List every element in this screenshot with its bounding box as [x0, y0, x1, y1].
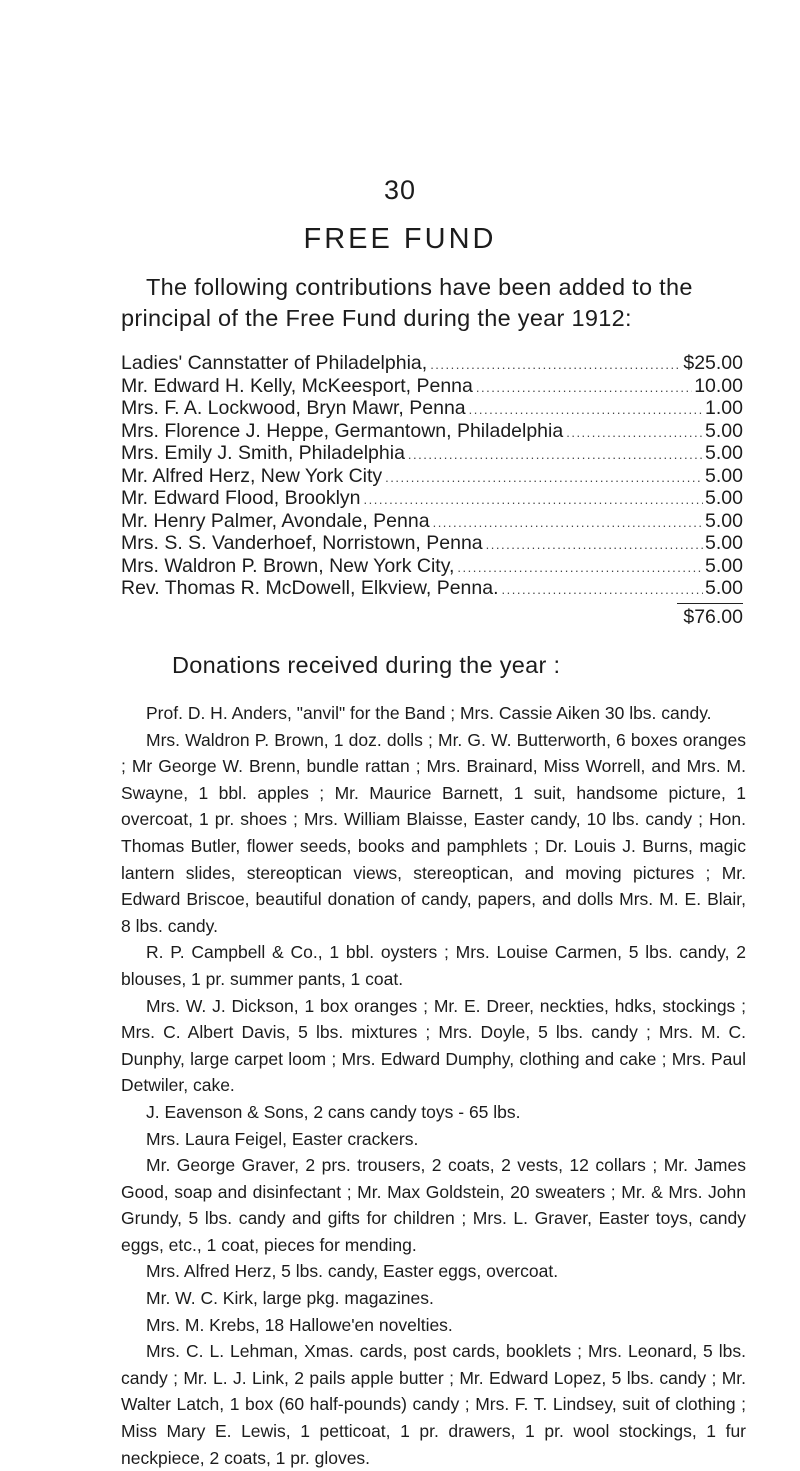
- dot-leader: [364, 492, 704, 507]
- contribution-row: [121, 375, 743, 398]
- dot-leader: [430, 357, 681, 372]
- page-title: FREE FUND: [303, 223, 497, 255]
- contribution-row: [121, 555, 743, 578]
- donation-paragraph: Prof. D. H. Anders, "anvil" for the Band ; Mrs. Cassie Aiken 30 lbs. candy.: [146, 703, 712, 723]
- contributions-total: $76.00: [683, 606, 743, 628]
- contributor-name: Mrs. F. A. Lockwood, Bryn Mawr, Penna: [121, 397, 466, 419]
- donations-list: [121, 700, 746, 1471]
- contribution-amount: $25.00: [683, 352, 743, 374]
- intro-paragraph: The following contributions have been added to the principal of the Free Fund during the year 1912:: [121, 274, 693, 331]
- donation-paragraph: Mrs. W. J. Dickson, 1 box oranges ; Mr. E. Dreer, neckties, hdks, stockings ; Mrs. C. Albert Davis, 5 lbs. mixtures ; Mrs. Doyle, 5 lbs. candy ; Mrs. M. C. Dunphy, large carpet loom ; Mrs. Edward Dumphy, clothing and cake ; Mrs. Paul Detwiler, cake.: [121, 995, 746, 1096]
- contribution-amount: 5.00: [705, 464, 743, 487]
- contribution-amount: 10.00: [694, 374, 743, 397]
- dot-leader: [385, 470, 703, 485]
- dot-leader: [469, 402, 703, 417]
- page-number: 30: [383, 175, 417, 205]
- contributor-name: Mr. Edward Flood, Brooklyn: [121, 487, 361, 509]
- donation-paragraph: Mr. W. C. Kirk, large pkg. magazines.: [146, 1288, 434, 1309]
- contribution-amount: 5.00: [705, 419, 743, 442]
- contribution-row: [121, 487, 743, 510]
- donation-paragraph: Mrs. Alfred Herz, 5 lbs. candy, Easter eggs, overcoat.: [146, 1261, 559, 1282]
- contribution-row: [121, 420, 743, 443]
- contributor-name: Mrs. S. S. Vanderhoef, Norristown, Penna: [121, 532, 483, 554]
- donation-paragraph: Mr. George Graver, 2 prs. trousers, 2 coats, 2 vests, 12 collars ; Mr. James Good, soap and disinfectant ; Mr. Max Goldstein, 20 sweaters ; Mr. & Mrs. John Grundy, 5 lbs. candy and gifts for children ; Mrs. L. Graver, Easter toys, candy eggs, etc., 1 coat, pieces for mending.: [121, 1155, 746, 1255]
- donation-paragraph: J. Eavenson & Sons, 2 cans candy toys - 65 lbs.: [146, 1101, 521, 1122]
- total-rule: [677, 603, 743, 604]
- contribution-row: [121, 510, 743, 533]
- dot-leader: [433, 515, 703, 530]
- donation-paragraph: R. P. Campbell & Co., 1 bbl. oysters ; Mrs. Louise Carmen, 5 lbs. candy, 2 blouses, 1 pr. summer pants, 1 coat.: [121, 942, 746, 989]
- donation-paragraph: Mrs. M. Krebs, 18 Hallowe'en novelties.: [146, 1314, 453, 1335]
- contribution-amount: 5.00: [705, 532, 743, 554]
- contribution-amount: 1.00: [705, 397, 743, 419]
- dot-leader: [457, 560, 703, 575]
- contributor-name: Rev. Thomas R. McDowell, Elkview, Penna.: [121, 577, 499, 599]
- contributor-name: Mrs. Emily J. Smith, Philadelphia: [121, 442, 405, 464]
- contributor-name: Ladies' Cannstatter of Philadelphia,: [121, 352, 428, 374]
- dot-leader: [408, 447, 703, 462]
- contribution-amount: 5.00: [705, 577, 743, 599]
- contributor-name: Mr. Henry Palmer, Avondale, Penna: [121, 509, 430, 532]
- contribution-amount: 5.00: [705, 442, 743, 464]
- donation-paragraph: Mrs. Waldron P. Brown, 1 doz. dolls ; Mr. G. W. Butterworth, 6 boxes oranges ; Mr George W. Brenn, bundle rattan ; Mrs. Brainard, Miss Worrell, and Mrs. M. Swayne, 1 bbl. apples ; Mr. Maurice Barnett, 1 suit, handsome picture, 1 overcoat, 1 pr. shoes ; Mrs. William Blaisse, Easter candy, 10 lbs. candy ; Hon. Thomas Butler, flower seeds, books and pamphlets ; Dr. Louis J. Burns, magic lantern slides, stereoptican views, stereoptican, and moving pictures ; Mr. Edward Briscoe, beautiful donation of candy, papers, and dolls Mrs. M. E. Blair, 8 lbs. candy.: [121, 729, 746, 936]
- dot-leader: [486, 537, 703, 552]
- donation-paragraph: Mrs. C. L. Lehman, Xmas. cards, post cards, booklets ; Mrs. Leonard, 5 lbs. candy ; Mr. L. J. Link, 2 pails apple butter ; Mr. Edward Lopez, 5 lbs. candy ; Mr. Walter Latch, 1 box (60 half-pounds) candy ; Mrs. F. T. Lindsey, suit of clothing ; Miss Mary E. Lewis, 1 petticoat, 1 pr. drawers, 1 pr. wool stockings, 1 fur neckpiece, 2 coats, 1 pr. gloves.: [121, 1341, 746, 1468]
- contributions-list: [121, 352, 743, 600]
- contribution-row: [121, 397, 743, 420]
- contributor-name: Mrs. Waldron P. Brown, New York City,: [121, 554, 455, 577]
- contribution-row: [121, 352, 743, 375]
- contribution-amount: 5.00: [705, 487, 743, 509]
- contribution-amount: 5.00: [705, 554, 743, 577]
- dot-leader: [502, 582, 704, 597]
- contributor-name: Mr. Edward H. Kelly, McKeesport, Penna: [121, 374, 473, 397]
- contributor-name: Mrs. Florence J. Heppe, Germantown, Philadelphia: [121, 419, 564, 442]
- dot-leader: [566, 425, 703, 440]
- contribution-row: [121, 442, 743, 465]
- donation-paragraph: Mrs. Laura Feigel, Easter crackers.: [146, 1128, 419, 1149]
- contribution-row: [121, 465, 743, 488]
- contribution-row: [121, 577, 743, 600]
- contributor-name: Mr. Alfred Herz, New York City: [121, 464, 383, 487]
- dot-leader: [476, 380, 692, 395]
- donations-heading: Donations received during the year :: [172, 652, 561, 678]
- contribution-row: [121, 532, 743, 555]
- contribution-amount: 5.00: [705, 509, 743, 532]
